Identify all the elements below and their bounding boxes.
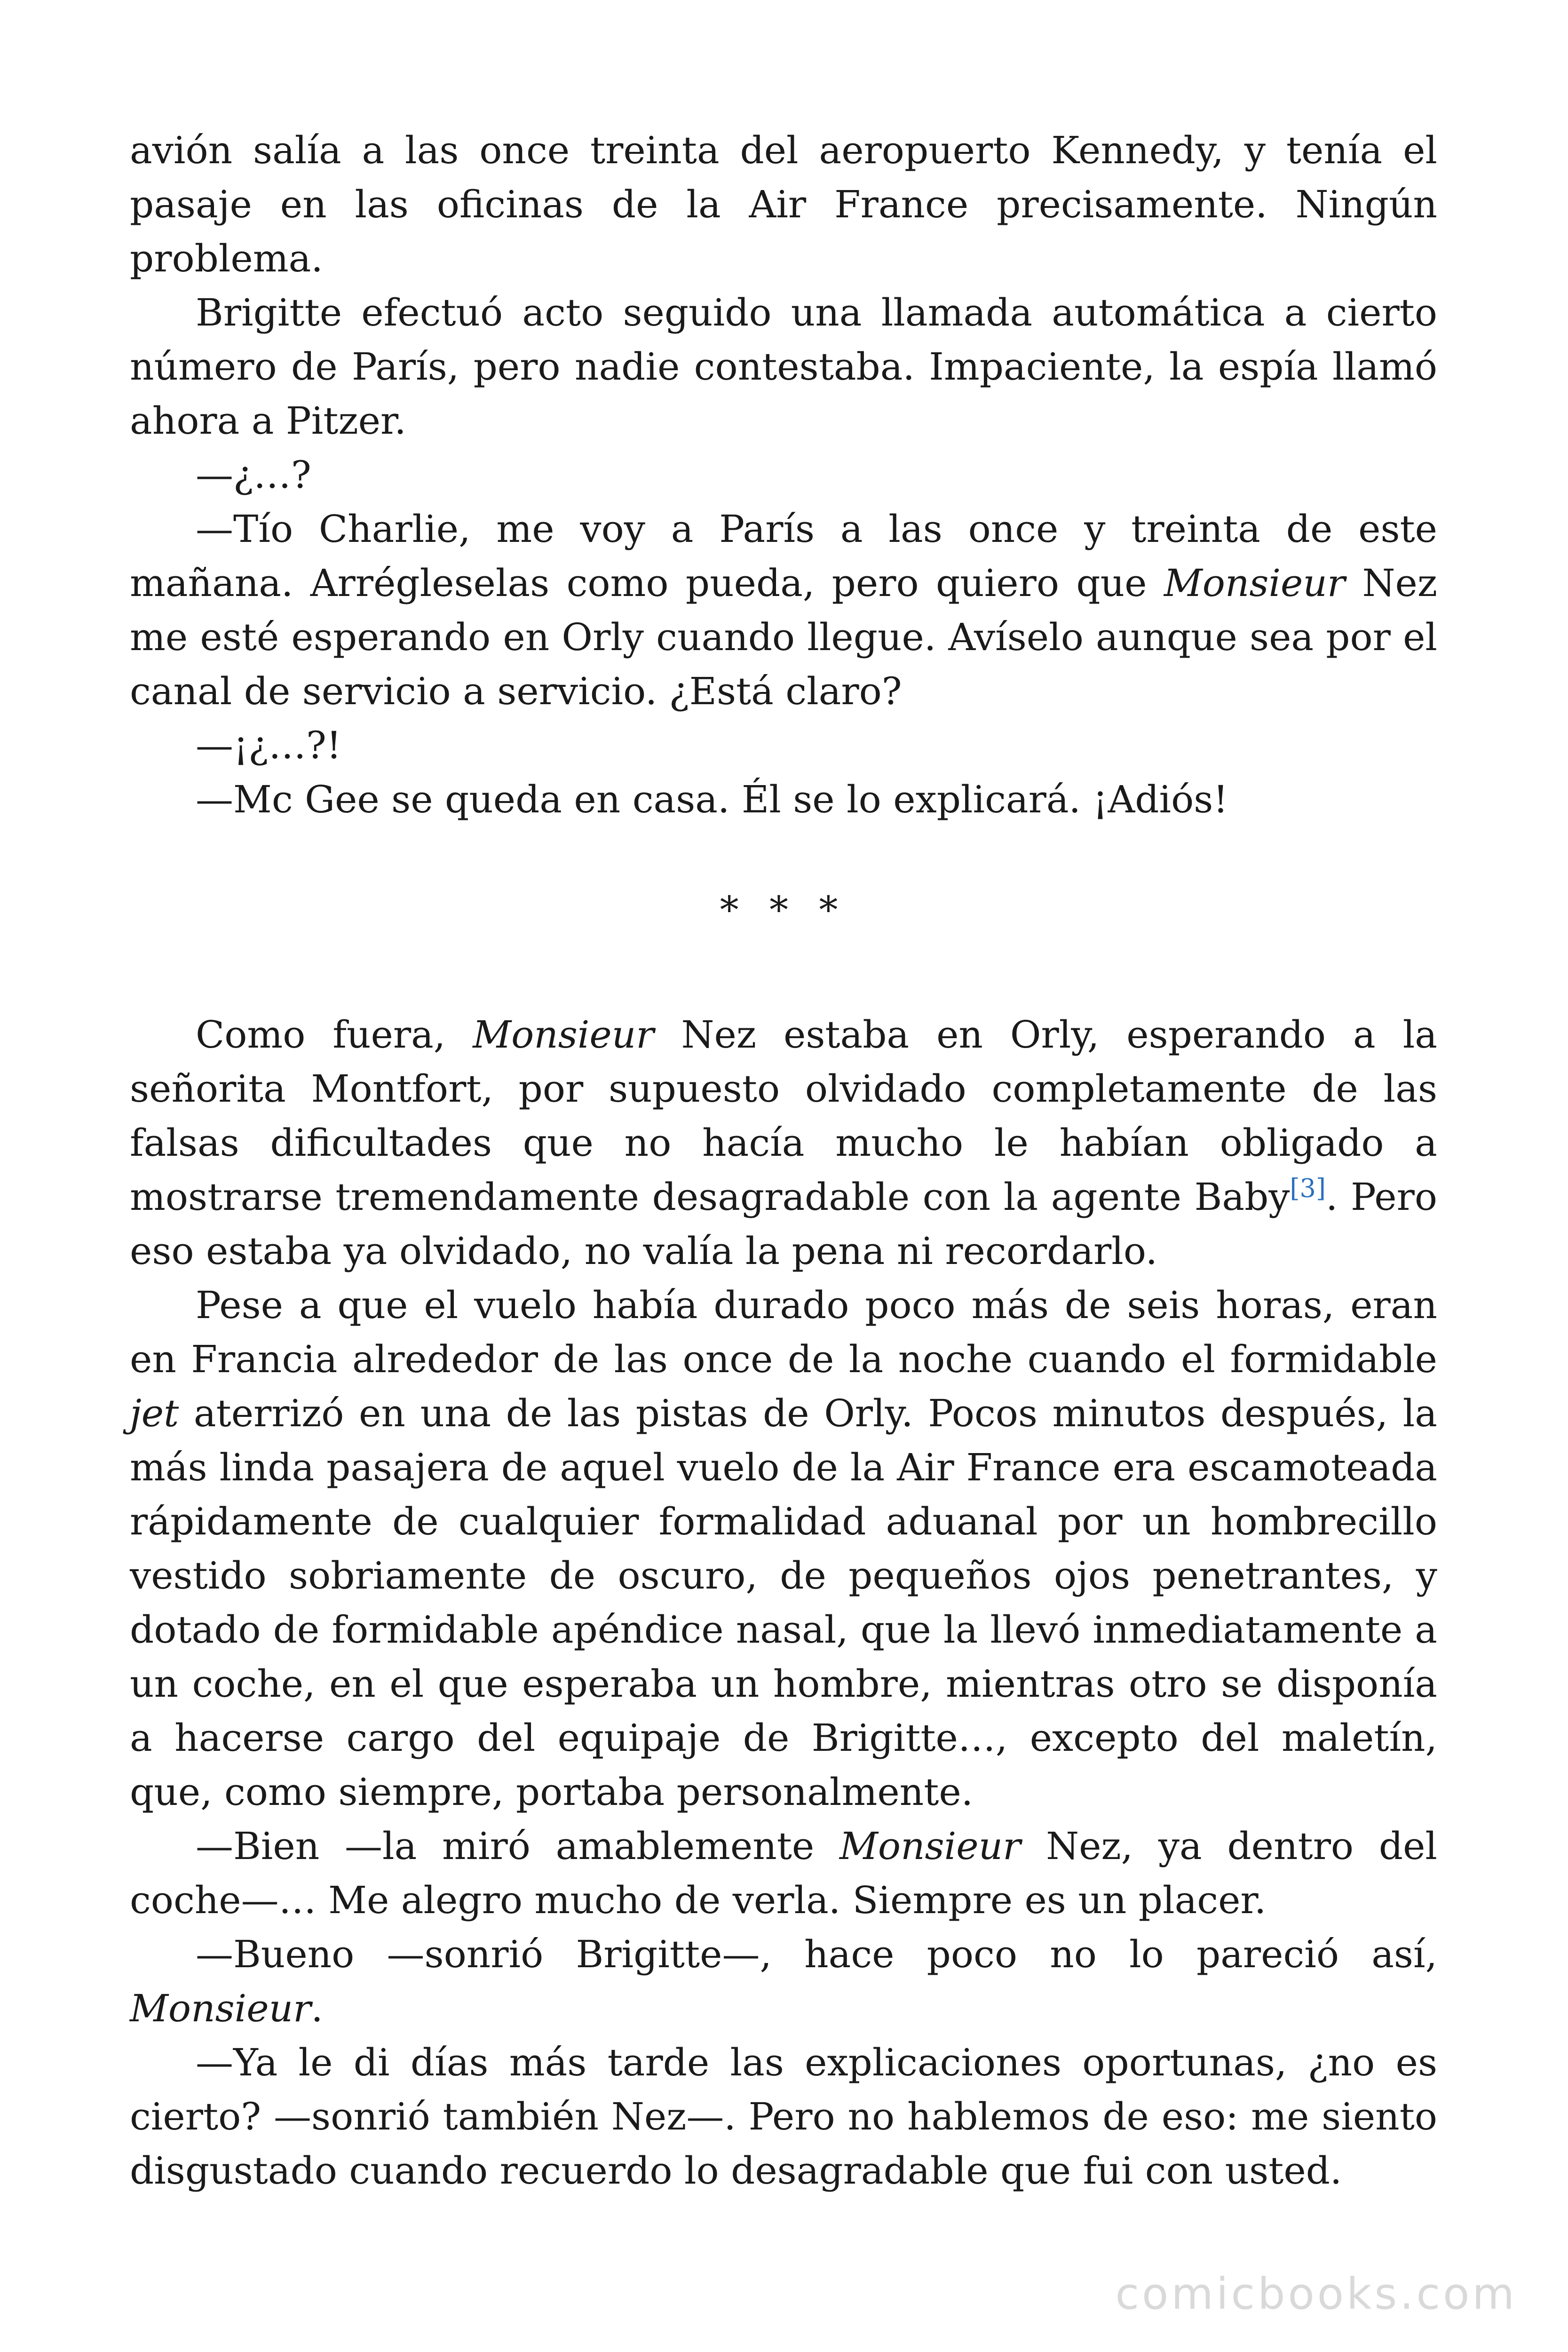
paragraph [130,1927,1437,2035]
paragraph-text: —¡¿…?! [196,723,342,767]
paragraph-text: —Tío Charlie, me voy a París a las once y treinta de este mañana. Arrégleselas como pueda, pero quiero que [130,507,1437,605]
text-section-top [130,123,1437,826]
scene-separator: * * * [720,888,847,932]
paragraph-text: —¿…? [196,453,311,497]
paragraph-text: —Mc Gee se queda en casa. Él se lo explicará. ¡Adiós! [196,778,1228,821]
paragraph [130,1819,1437,1927]
paragraph [130,1278,1437,1819]
paragraph [130,502,1437,718]
paragraph [130,123,1437,286]
paragraph-text: Nez estaba en Orly, esperando a la señorita Montfort, por supuesto olvidado completamente de las falsas dificultades que no hacía mucho le habían obligado a mostrarse tremendamente desagradable con la agente Baby [130,1013,1437,1219]
paragraph-text: . Pero eso estaba ya olvidado, no valía la pena ni recordarlo. [130,1175,1438,1273]
paragraph-text: . [311,1986,323,2030]
paragraph-text: Brigitte efectuó acto seguido una llamada automática a cierto número de París, pero nadie contestaba. Impaciente, la espía llamó ahora a Pitzer. [130,291,1437,443]
paragraph [130,1008,1437,1278]
page-body [130,123,1437,2198]
footnote-link[interactable]: [3] [1290,1173,1326,1203]
text-section-bottom [130,1008,1437,2198]
paragraph [130,286,1437,448]
paragraph-text: Pese a que el vuelo había durado poco más de seis horas, eran en Francia alrededor de las once de la noche cuando el formidable [130,1283,1437,1381]
italic-text: Monsieur [130,1986,311,2030]
paragraph-text: Nez me esté esperando en Orly cuando llegue. Avíselo aunque sea por el canal de servicio a servicio. ¿Está claro? [130,561,1438,713]
paragraph [130,448,1437,502]
paragraph-text: —Bueno —sonrió Brigitte—, hace poco no lo pareció así, [196,1932,1437,1976]
paragraph [130,718,1437,772]
paragraph-text: Como fuera, [196,1013,473,1057]
italic-text: Monsieur [839,1824,1021,1868]
paragraph-text: —Ya le di días más tarde las explicaciones oportunas, ¿no es cierto? —sonrió también Nez—. Pero no hablemos de eso: me siento disgustado cuando recuerdo lo desagradable que fui con usted. [130,2041,1437,2193]
paragraph [130,772,1437,826]
paragraph-text: Nez, ya dentro del coche—… Me alegro mucho de verla. Siempre es un placer. [130,1824,1437,1922]
italic-text: Monsieur [1164,561,1346,605]
watermark-logo: comicbooks.com [1115,2269,1517,2319]
paragraph-text: —Bien —la miró amablemente [196,1824,840,1868]
paragraph [130,2035,1437,2198]
paragraph-text: aterrizó en una de las pistas de Orly. Pocos minutos después, la más linda pasajera de aquel vuelo de la Air France era escamoteada rápidamente de cualquier formalidad aduanal por un hombrecillo vestido sobriamente de oscuro, de pequeños ojos penetrantes, y dotado de formidable apéndice nasal, que la llevó inmediatamente a un coche, en el que esperaba un hombre, mientras otro se disponía a hacerse cargo del equipaje de Brigitte…, excepto del maletín, que, como siempre, portaba personalmente. [130,1391,1437,1814]
paragraph-text: avión salía a las once treinta del aeropuerto Kennedy, y tenía el pasaje en las oficinas de la Air France precisamente. Ningún problema. [130,128,1437,280]
italic-text: Monsieur [473,1013,654,1057]
italic-text: jet [130,1391,179,1435]
